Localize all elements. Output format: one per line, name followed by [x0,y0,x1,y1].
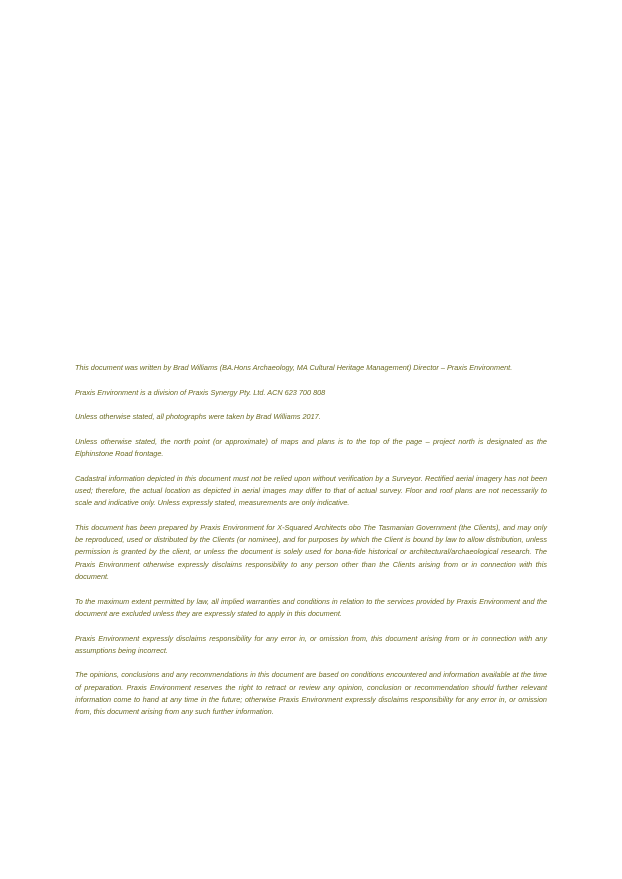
photograph-credit: Unless otherwise stated, all photographs were taken by Brad Williams 2017. [75,412,321,422]
cadastral-disclaimer: Cadastral information depicted in this document must not be relied upon without verification by a Surveyor. Rectified aerial imagery has not been used; therefore, the actual location as depicted in aerial images may differ to that of actual survey. Floor and roof plans are not necessarily to scale and indicative only. Unless expressly stated, measurements are only indicative. [75,473,547,508]
author-statement: This document was written by Brad Williams (BA.Hons Archaeology, MA Cultural Heritage Management) Director – Praxis Environment. [75,363,513,372]
warranty-exclusion: To the maximum extent permitted by law, all implied warranties and conditions in relation to the services provided by Praxis Environment and the document are excluded unless they are expressly stated to apply in this document. [75,596,547,618]
company-statement: Praxis Environment is a division of Praxis Synergy Pty. Ltd. ACN 623 700 808 [75,387,326,397]
assumption-disclaimer: Praxis Environment expressly disclaims responsibility for any error in, or omission from, this document arising from or in connection with any assumptions being incorrect. [75,633,547,655]
usage-restriction: This document has been prepared by Praxis Environment for X-Squared Architects obo The Tasmanian Government (the Clients), and may only be reproduced, used or distributed by the Clients (or nominee), and for purposes by which the Client is bound by law to allow distribution, unless permission is granted by the client, or unless the document is solely used for bona-fide historical or architectural/archaeological research. The Praxis Environment otherwise expressly disclaims responsibility to any person other than the Clients arising from or in connection with this document. [75,522,547,582]
disclaimer-block [75,362,547,731]
opinion-disclaimer: The opinions, conclusions and any recommendations in this document are based on conditions encountered and information available at the time of preparation. Praxis Environment reserves the right to retract or review any opinion, conclusion or recommendation should further relevant information come to hand at any time in the future; otherwise Praxis Environment expressly disclaims responsibility for any error in, or omission from, this document arising from any such further information. [75,670,547,717]
north-point-note: Unless otherwise stated, the north point (or approximate) of maps and plans is to the top of the page – project north is designated as the Elphinstone Road frontage. [75,436,547,459]
